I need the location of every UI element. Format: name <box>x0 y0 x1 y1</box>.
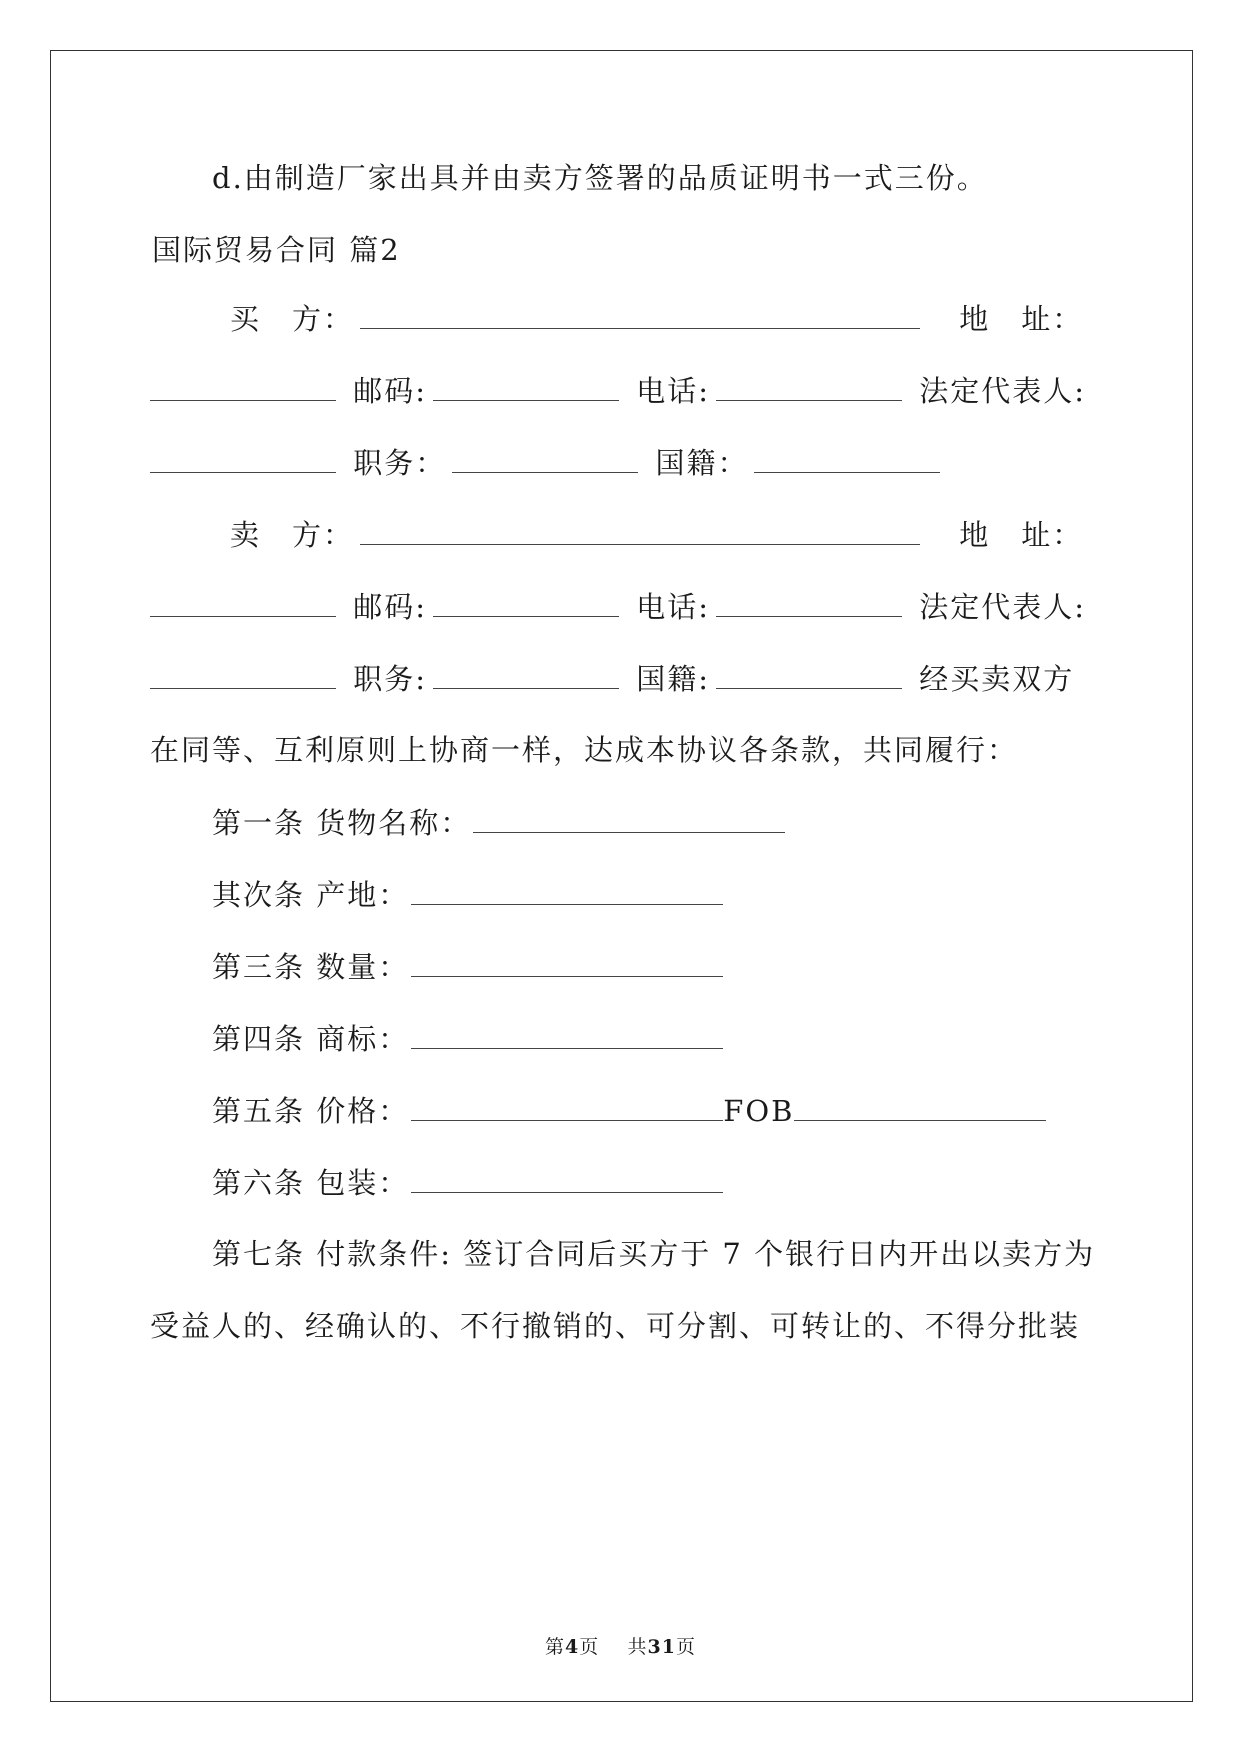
article-4-label: 第四条 商标： <box>212 1022 410 1056</box>
article-6-row <box>212 1162 729 1203</box>
buyer-nationality-label: 国籍： <box>655 446 749 480</box>
seller-blank[interactable] <box>360 514 920 545</box>
buyer-legal-rep-blank[interactable] <box>150 442 336 473</box>
buyer-blank[interactable] <box>360 298 920 329</box>
article-1-label: 第一条 货物名称： <box>212 806 472 840</box>
seller-postcode-label: 邮码: <box>353 590 427 624</box>
quality-certificate-line: d.由制造厂家出具并由卖方签署的品质证明书一式三份。 <box>212 161 988 195</box>
footer-page-number: 4 <box>565 1636 580 1658</box>
seller-label: 卖 方： <box>230 518 355 552</box>
seller-phone-label: 电话: <box>636 590 710 624</box>
seller-postcode-blank[interactable] <box>433 586 619 617</box>
article-1-row <box>212 802 791 843</box>
seller-position-blank[interactable] <box>433 658 619 689</box>
article-5-label: 第五条 价格： <box>212 1094 410 1128</box>
buyer-postcode-label: 邮码: <box>353 374 427 408</box>
seller-phone-blank[interactable] <box>716 586 902 617</box>
buyer-contact-row <box>150 370 1086 411</box>
seller-legal-rep-label: 法定代表人: <box>919 590 1086 624</box>
seller-position-row <box>150 658 1074 699</box>
buyer-legal-rep-label: 法定代表人: <box>919 374 1086 408</box>
seller-nationality-blank[interactable] <box>716 658 902 689</box>
seller-tail-text: 经买卖双方 <box>919 662 1075 696</box>
buyer-position-label: 职务： <box>353 446 447 480</box>
agreement-line: 在同等、互利原则上协商一样，达成本协议各条款，共同履行： <box>150 733 1019 767</box>
seller-address-label: 地 址： <box>959 518 1084 552</box>
article-1-blank[interactable] <box>473 802 785 833</box>
article-5-fob-blank[interactable] <box>794 1090 1046 1121</box>
article-4-row <box>212 1018 729 1059</box>
buyer-phone-blank[interactable] <box>716 370 902 401</box>
article-5-fob: FOB <box>723 1094 795 1128</box>
article-5-blank[interactable] <box>411 1090 723 1121</box>
footer-total-unit: 页 <box>675 1636 696 1658</box>
article-2-blank[interactable] <box>411 874 723 905</box>
seller-contact-row <box>150 586 1086 627</box>
seller-nationality-label: 国籍: <box>636 662 710 696</box>
buyer-address-label: 地 址： <box>959 302 1084 336</box>
seller-address-blank[interactable] <box>150 586 336 617</box>
buyer-label: 买 方： <box>230 302 355 336</box>
buyer-postcode-blank[interactable] <box>433 370 619 401</box>
buyer-address-blank[interactable] <box>150 370 336 401</box>
section-title: 国际贸易合同 篇2 <box>152 233 401 267</box>
footer-page-unit: 页 <box>579 1636 600 1658</box>
buyer-position-blank[interactable] <box>452 442 638 473</box>
article-5-row <box>212 1090 1052 1131</box>
seller-legal-rep-blank[interactable] <box>150 658 336 689</box>
article-7-line-1: 第七条 付款条件: 签订合同后买方于 7 个银行日内开出以卖方为 <box>212 1237 1096 1271</box>
article-7-line-2: 受益人的、经确认的、不行撤销的、可分割、可转让的、不得分批装 <box>150 1309 1081 1343</box>
article-2-row <box>212 874 729 915</box>
article-6-label: 第六条 包装： <box>212 1166 410 1200</box>
buyer-phone-label: 电话: <box>636 374 710 408</box>
seller-position-label: 职务: <box>353 662 427 696</box>
footer-total-prefix: 共 <box>627 1636 648 1658</box>
article-2-label: 其次条 产地： <box>212 878 410 912</box>
article-3-blank[interactable] <box>411 946 723 977</box>
footer-total-pages: 31 <box>647 1636 676 1658</box>
seller-row <box>230 514 1083 555</box>
article-4-blank[interactable] <box>411 1018 723 1049</box>
article-3-row <box>212 946 729 987</box>
buyer-nationality-blank[interactable] <box>754 442 940 473</box>
buyer-row <box>230 298 1083 339</box>
footer-prefix: 第 <box>545 1636 566 1658</box>
article-3-label: 第三条 数量： <box>212 950 410 984</box>
article-6-blank[interactable] <box>411 1162 723 1193</box>
page-footer <box>0 1632 1241 1659</box>
buyer-position-row <box>150 442 946 483</box>
